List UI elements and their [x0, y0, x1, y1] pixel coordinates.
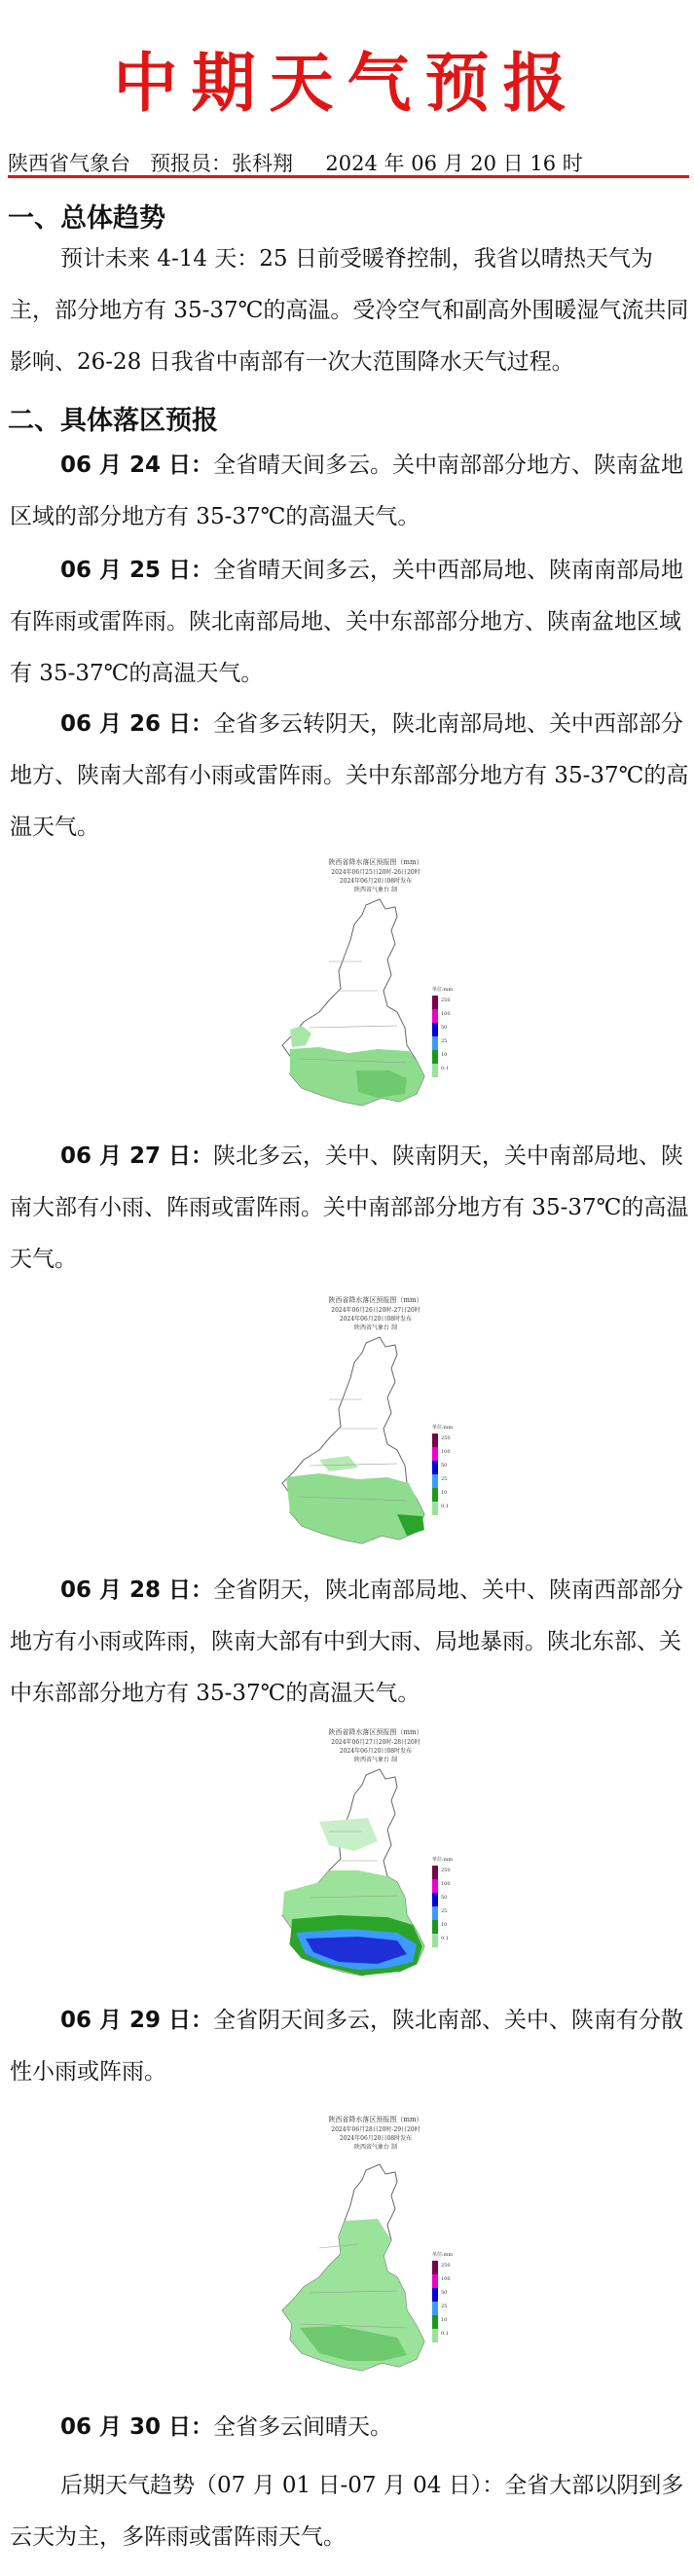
issue-date: 2024 年 06 月 20 日 16 时 — [325, 152, 583, 175]
legend-label: 50 — [441, 2290, 448, 2296]
map-title: 陕西省降水落区预报图（mm） — [328, 1296, 423, 1304]
legend-label: 10 — [441, 1490, 448, 1496]
legend-label: 250 — [441, 2263, 451, 2268]
day-text: 全省多云间晴天。 — [213, 2414, 393, 2440]
map-title: 陕西省降水落区预报图（mm） — [328, 1728, 423, 1736]
section-heading-trend: 一、总体趋势 — [8, 203, 165, 234]
day-paragraph — [10, 545, 691, 700]
day-date: 06 月 28 日： — [60, 1578, 214, 1603]
day-text: 陕北多云，关中、陕南阴天，关中南部局地、陕南大部有小雨、阵雨或雷阵雨。关中南部部分地方有 35-37℃的高温天气。 — [10, 1143, 689, 1272]
legend-label: 10 — [441, 1052, 448, 1058]
legend-title: 单位:mm — [432, 1857, 454, 1863]
header-meta — [8, 148, 583, 177]
day-date: 06 月 27 日： — [60, 1143, 214, 1169]
outlook-label: 后期天气趋势（07 月 01 日-07 月 04 日）： — [60, 2473, 505, 2498]
legend-label: 0.1 — [441, 1066, 449, 1071]
legend-label: 250 — [441, 1868, 451, 1873]
map-title: 陕西省降水落区预报图（mm） — [328, 858, 423, 866]
day-text: 全省晴天间多云。关中南部部分地方、陕南盆地区域的部分地方有 35-37℃的高温天气。 — [10, 453, 684, 529]
legend-label: 50 — [441, 1025, 448, 1031]
precip-map — [261, 1292, 491, 1561]
forecaster-name: 预报员：张科翔 — [150, 152, 294, 175]
day-paragraph — [10, 1995, 691, 2098]
agency-name: 陕西省气象台 — [8, 152, 130, 175]
legend-label: 0.1 — [441, 1504, 449, 1509]
map-issued: 2024年06月20日08时发布 — [339, 878, 413, 885]
legend-label: 0.1 — [441, 2331, 449, 2337]
legend-label: 25 — [441, 2304, 448, 2309]
day-paragraph — [10, 1131, 691, 1286]
legend-label: 250 — [441, 1435, 451, 1441]
map-legend — [432, 1424, 453, 1515]
map-maker: 陕西省气象台 制 — [354, 1324, 397, 1331]
map-period: 2024年06月27日20时-28日20时 — [331, 1739, 420, 1746]
day-date: 06 月 26 日： — [60, 711, 214, 737]
map-legend — [432, 2251, 453, 2342]
outlook-paragraph — [10, 2460, 691, 2563]
map-legend — [432, 1856, 453, 1947]
legend-label: 50 — [441, 1463, 448, 1469]
map-period: 2024年06月26日20时-27日20时 — [331, 1307, 420, 1314]
trend-paragraph — [10, 234, 691, 388]
day-paragraph — [10, 699, 691, 853]
day-text: 全省晴天间多云，关中西部局地、陕南南部局地有阵雨或雷阵雨。陕北南部局地、关中东部部分地方、陕南盆地区域有 35-37℃的高温天气。 — [10, 558, 684, 686]
day-text: 全省阴天，陕北南部局地、关中、陕南西部部分地方有小雨或阵雨，陕南大部有中到大雨、局地暴雨。陕北东部、关中东部部分地方有 35-37℃的高温天气。 — [10, 1578, 684, 1706]
legend-label: 100 — [441, 1449, 451, 1455]
precip-map — [261, 1724, 491, 1993]
map-maker: 陕西省气象台 制 — [354, 887, 397, 893]
header-divider — [8, 175, 689, 178]
document-title: 中期天气预报 — [113, 46, 581, 121]
legend-title: 单位:mm — [432, 2252, 454, 2258]
legend-label: 25 — [441, 1038, 448, 1044]
day-date: 06 月 30 日： — [60, 2414, 214, 2440]
day-date: 06 月 25 日： — [60, 558, 214, 583]
map-issued: 2024年06月20日08时发布 — [339, 1748, 413, 1755]
legend-label: 100 — [441, 1011, 451, 1017]
day-paragraph — [10, 440, 691, 543]
day-text: 全省多云转阴天，陕北南部局地、关中西部部分地方、陕南大部有小雨或雷阵雨。关中东部部分地方有 35-37℃的高温天气。 — [10, 711, 689, 840]
day-paragraph — [10, 1565, 691, 1720]
map-issued: 2024年06月20日08时发布 — [339, 1316, 413, 1323]
day-date: 06 月 24 日： — [60, 453, 214, 478]
map-maker: 陕西省气象台 制 — [354, 1757, 397, 1763]
trend-text: 预计未来 4-14 天：25 日前受暖脊控制，我省以晴热天气为主，部分地方有 35-37℃的高温。受冷空气和副高外围暖湿气流共同影响、26-28 日我省中南部有一次大范围降水天气过程。 — [10, 246, 689, 375]
legend-label: 250 — [441, 998, 451, 1003]
map-issued: 2024年06月20日08时发布 — [339, 2135, 413, 2142]
map-period: 2024年06月25日20时-26日20时 — [331, 869, 420, 876]
legend-label: 10 — [441, 1922, 448, 1928]
precip-map — [261, 854, 491, 1127]
legend-label: 25 — [441, 1476, 448, 1482]
day-date: 06 月 29 日： — [60, 2008, 214, 2033]
map-legend — [432, 986, 453, 1077]
legend-label: 50 — [441, 1895, 448, 1901]
map-maker: 陕西省气象台 制 — [354, 2144, 397, 2151]
legend-label: 100 — [441, 1881, 451, 1887]
legend-label: 10 — [441, 2317, 448, 2323]
legend-label: 0.1 — [441, 1936, 449, 1941]
outlook-text: 全省大部以阴到多云天为主，多阵雨或雷阵雨天气。 — [10, 2473, 684, 2550]
day-paragraph — [10, 2402, 691, 2453]
legend-title: 单位:mm — [432, 987, 454, 993]
section-heading-areas: 二、具体落区预报 — [8, 406, 218, 436]
legend-title: 单位:mm — [432, 1425, 454, 1431]
legend-label: 100 — [441, 2276, 451, 2282]
legend-label: 25 — [441, 1908, 448, 1914]
precip-map — [261, 2112, 491, 2394]
day-text: 全省阴天间多云，陕北南部、关中、陕南有分散性小雨或阵雨。 — [10, 2008, 684, 2085]
map-period: 2024年06月28日20时-29日20时 — [331, 2126, 420, 2133]
map-title: 陕西省降水落区预报图（mm） — [328, 2116, 423, 2123]
